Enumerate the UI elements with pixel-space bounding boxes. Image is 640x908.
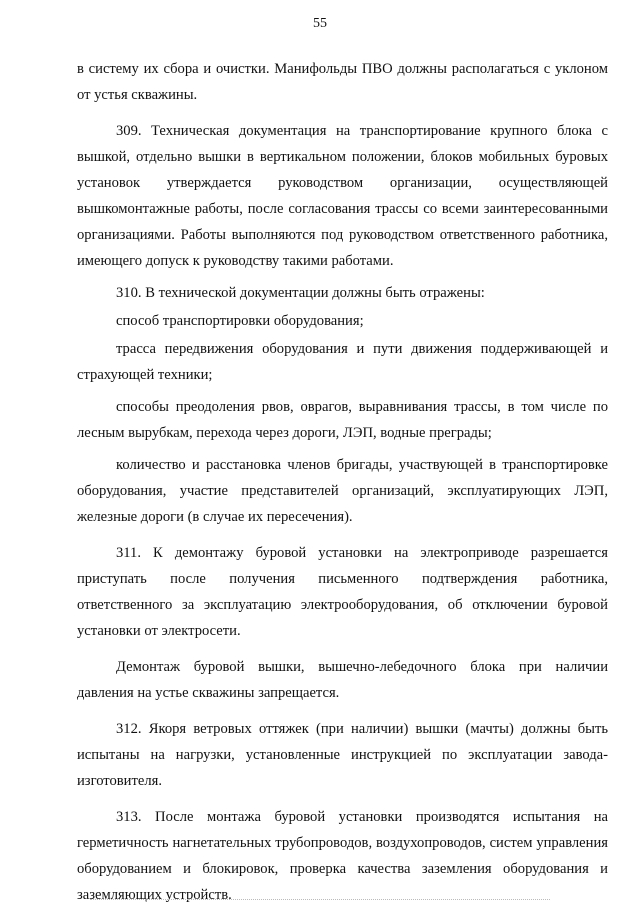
paragraph-312: 312. Якоря ветровых оттяжек (при наличии) вышки (мачты) должны быть испытаны на нагрузки, установленные инструкцией по эксплуатации завода-изготовителя. [77, 721, 608, 789]
paragraph-313: 313. После монтажа буровой установки производятся испытания на герметичность нагнетательных трубопроводов, воздухопроводов, систем управления оборудованием и блокировок, проверка качества заземления оборудования и заземляющих устройств. [77, 809, 608, 903]
list-item-obstacles: способы преодоления рвов, оврагов, выравнивания трассы, в том числе по лесным вырубкам, перехода через дороги, ЛЭП, водные преграды; [77, 399, 608, 441]
paragraph-continuation: в систему их сбора и очистки. Манифольды ПВО должны располагаться с уклоном от устья скважины. [77, 61, 608, 103]
document-body [77, 56, 608, 908]
list-item-transport-method: способ транспортировки оборудования; [116, 313, 364, 329]
list-item-route: трасса передвижения оборудования и пути движения поддерживающей и страхующей техники; [77, 341, 608, 383]
list-item-crew: количество и расстановка членов бригады, участвующей в транспортировке оборудования, участие представителей организаций, эксплуатирующих ЛЭП, железные дороги (в случае их пересечения). [77, 457, 608, 525]
paragraph-dismantling-prohibition: Демонтаж буровой вышки, вышечно-лебедочного блока при наличии давления на устье скважины запрещается. [77, 659, 608, 701]
paragraph-311: 311. К демонтажу буровой установки на электроприводе разрешается приступать после получения письменного подтверждения работника, ответственного за эксплуатацию электрооборудования, об отключении буровой установки от электросети. [77, 545, 608, 639]
scan-edge-divider [90, 899, 550, 901]
page-number: 55 [313, 16, 327, 31]
paragraph-310: 310. В технической документации должны быть отражены: [116, 285, 485, 301]
paragraph-309: 309. Техническая документация на транспортирование крупного блока с вышкой, отдельно вышки в вертикальном положении, блоков мобильных буровых установок утверждается руководством организации, осуществляющей вышкомонтажные работы, после согласования трассы со всеми заинтересованными организациями. Работы выполняются под руководством ответственного работника, имеющего допуск к руководству такими работами. [77, 123, 608, 269]
